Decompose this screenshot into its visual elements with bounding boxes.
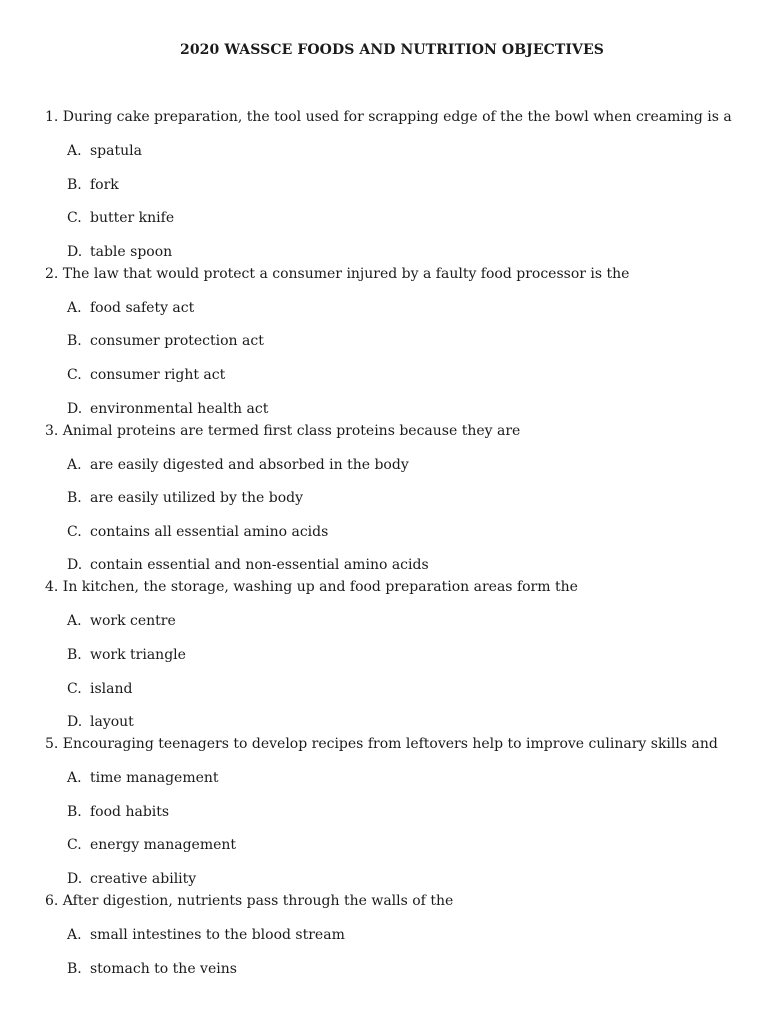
- option-b: [45, 644, 745, 666]
- question-text: 5. Encouraging teenagers to develop recipes from leftovers help to improve culinary skills and: [45, 736, 718, 753]
- option-d: [45, 711, 745, 733]
- option-letter: B.: [67, 803, 82, 820]
- option-letter: D.: [67, 714, 83, 731]
- option-letter: A.: [67, 456, 82, 473]
- option-d: [45, 554, 745, 576]
- option-c: [45, 521, 745, 543]
- question-1: [45, 106, 745, 263]
- question-text: 3. Animal proteins are termed first class proteins because they are: [45, 422, 521, 439]
- option-text: fork: [90, 176, 119, 193]
- question-text: 4. In kitchen, the storage, washing up and food preparation areas form the: [45, 579, 578, 596]
- option-text: energy management: [90, 837, 237, 854]
- option-text: contains all essential amino acids: [90, 523, 329, 540]
- option-letter: B.: [67, 333, 82, 350]
- option-text: layout: [90, 714, 134, 731]
- option-text: work centre: [90, 613, 176, 630]
- option-text: food habits: [90, 803, 170, 820]
- option-text: environmental health act: [90, 400, 269, 417]
- question-text: 6. After digestion, nutrients pass through the walls of the: [45, 892, 454, 909]
- option-letter: A.: [67, 770, 82, 787]
- option-text: are easily digested and absorbed in the body: [90, 456, 409, 473]
- option-letter: B.: [67, 176, 82, 193]
- option-c: [45, 834, 745, 856]
- document-title: 2020 WASSCE FOODS AND NUTRITION OBJECTIVES: [180, 42, 604, 58]
- question-text: 2. The law that would protect a consumer injured by a faulty food processor is the: [45, 265, 630, 282]
- option-letter: D.: [67, 557, 83, 574]
- option-letter: D.: [67, 243, 83, 260]
- option-b: [45, 174, 745, 196]
- option-b: [45, 958, 745, 980]
- option-a: [45, 610, 745, 632]
- question-4: [45, 576, 745, 733]
- question-5: [45, 733, 745, 890]
- option-letter: C.: [67, 210, 82, 227]
- option-text: creative ability: [90, 870, 197, 887]
- option-text: work triangle: [90, 646, 186, 663]
- question-text: 1. During cake preparation, the tool used for scrapping edge of the the bowl when creaming is a: [45, 109, 732, 125]
- option-d: [45, 868, 745, 890]
- options-list: [45, 767, 745, 890]
- option-b: [45, 330, 745, 352]
- option-letter: A.: [67, 613, 82, 630]
- option-b: [45, 487, 745, 509]
- option-text: consumer right act: [90, 366, 226, 383]
- option-text: butter knife: [90, 210, 175, 227]
- option-letter: B.: [67, 960, 82, 977]
- options-list: [45, 454, 745, 577]
- options-list: [45, 924, 745, 980]
- option-a: [45, 767, 745, 789]
- option-b: [45, 801, 745, 823]
- question-2: [45, 263, 745, 420]
- option-letter: A.: [67, 299, 82, 316]
- option-letter: C.: [67, 837, 82, 854]
- option-letter: B.: [67, 646, 82, 663]
- option-text: small intestines to the blood stream: [90, 926, 345, 943]
- option-letter: C.: [67, 680, 82, 697]
- option-letter: C.: [67, 523, 82, 540]
- options-list: [45, 610, 745, 733]
- options-list: [45, 140, 745, 263]
- question-6: [45, 890, 745, 980]
- option-letter: A.: [67, 143, 82, 159]
- option-letter: A.: [67, 926, 82, 943]
- option-a: [45, 297, 745, 319]
- option-letter: D.: [67, 400, 83, 417]
- option-text: consumer protection act: [90, 333, 264, 350]
- option-letter: D.: [67, 870, 83, 887]
- option-text: island: [90, 680, 133, 697]
- option-text: food safety act: [90, 299, 195, 316]
- question-3: [45, 420, 745, 577]
- question-list: [45, 106, 745, 980]
- option-c: [45, 678, 745, 700]
- option-text: contain essential and non-essential amino acids: [90, 557, 429, 574]
- option-a: [45, 454, 745, 476]
- option-text: table spoon: [90, 243, 173, 260]
- option-text: stomach to the veins: [90, 960, 237, 977]
- option-text: spatula: [90, 143, 142, 159]
- option-letter: C.: [67, 366, 82, 383]
- option-a: [45, 924, 745, 946]
- option-a: [45, 140, 745, 162]
- option-d: [45, 241, 745, 263]
- option-c: [45, 364, 745, 386]
- options-list: [45, 297, 745, 420]
- option-letter: B.: [67, 490, 82, 507]
- option-c: [45, 207, 745, 229]
- option-d: [45, 398, 745, 420]
- option-text: are easily utilized by the body: [90, 490, 304, 507]
- option-text: time management: [90, 770, 219, 787]
